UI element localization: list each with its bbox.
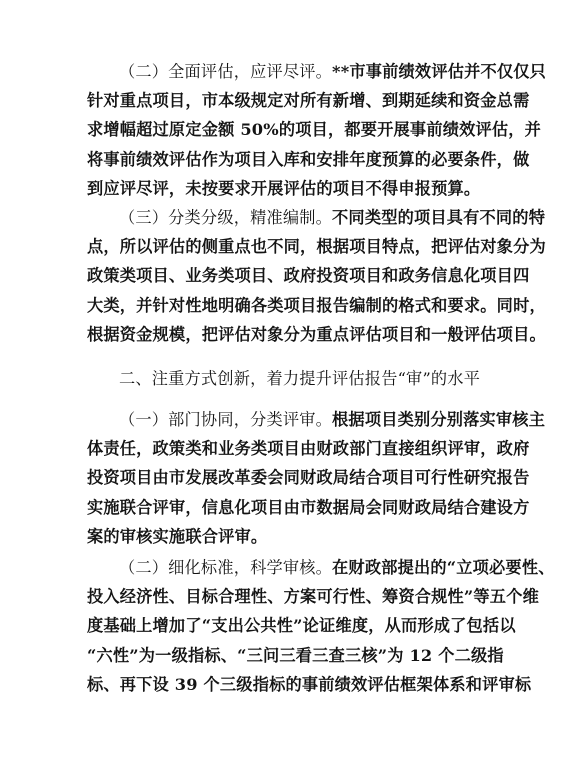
text-run: （一）部门协同，分类评审。: [119, 410, 333, 429]
text-line: [87, 611, 516, 640]
paragraph-comprehensive-evaluation: [87, 57, 547, 203]
bold-text-run: 案的审核实施联合评审。: [87, 526, 268, 546]
bold-text-run: 根据项目类别分别落实审核主: [332, 410, 546, 429]
bold-text-run: 体责任，政策类和业务类项目由财政部门直接组织评审，政府: [87, 439, 530, 459]
bold-text-run: 根据资金规模，把评估对象分为重点评估项目和一般评估项目。: [87, 324, 546, 344]
bold-text-run: “六性”为一级指标、“三问三看三查三核”为 12 个二级指: [87, 645, 504, 665]
bold-text-run: 点，所以评估的侧重点也不同，根据项目特点，把评估对象分为: [87, 237, 546, 257]
text-line: [87, 670, 532, 699]
section-heading-innovation: [87, 364, 507, 393]
bold-text-run: 求增幅超过原定金额 50%的项目，都要开展事前绩效评估，并: [87, 120, 542, 140]
text-line: [87, 232, 546, 261]
text-line: [87, 463, 530, 492]
paragraph-refined-standards: [87, 553, 555, 699]
bold-text-run: 政策类项目、业务类项目、政府投资项目和政务信息化项目四: [87, 266, 530, 286]
bold-text-run: 针对重点项目，市本级规定对所有新增、到期延续和资金总需: [87, 91, 530, 111]
bold-text-run: **市事前绩效评估并不仅仅只: [332, 62, 547, 81]
bold-text-run: 投入经济性、目标合理性、方案可行性、筹资合规性”等五个维: [87, 587, 539, 607]
text-line: [87, 203, 546, 232]
text-run: 二、注重方式创新，着力提升评估报告“审”的水平: [119, 369, 481, 388]
text-line: [87, 434, 530, 463]
text-run: （二）细化标准，科学审核。: [119, 558, 333, 577]
text-line: [87, 364, 507, 393]
bold-text-run: 度基础上增加了“支出公共性”论证维度，从而形成了包括以: [87, 616, 516, 636]
text-line: [87, 522, 507, 551]
paragraph-department-coordination: [87, 405, 546, 551]
text-line: [87, 86, 530, 115]
text-line: [87, 405, 546, 434]
bold-text-run: 投资项目由市发展改革委会同财政局结合项目可行性研究报告: [87, 468, 530, 488]
text-line: [87, 291, 546, 320]
bold-text-run: 大类，并针对性地明确各类项目报告编制的格式和要求。同时，: [87, 295, 546, 315]
text-line: [87, 145, 530, 174]
text-line: [87, 582, 539, 611]
text-line: [87, 261, 530, 290]
text-line: [87, 115, 542, 144]
text-line: [87, 553, 555, 582]
text-line: [87, 320, 546, 349]
bold-text-run: 将事前绩效评估作为项目入库和安排年度预算的必要条件，做: [87, 149, 530, 169]
bold-text-run: 标、再下设 39 个三级指标的事前绩效评估框架体系和评审标: [87, 674, 532, 694]
bold-text-run: 在财政部提出的“立项必要性、: [332, 558, 555, 577]
bold-text-run: 实施联合评审，信息化项目由市数据局会同财政局结合建设方: [87, 497, 530, 517]
bold-text-run: 不同类型的项目具有不同的特: [332, 208, 546, 227]
text-run: （二）全面评估，应评尽评。: [119, 62, 333, 81]
text-line: [87, 493, 530, 522]
text-line: [87, 57, 547, 86]
bold-text-run: 到应评尽评，未按要求开展评估的项目不得申报预算。: [87, 178, 481, 198]
text-run: （三）分类分级，精准编制。: [119, 208, 333, 227]
paragraph-classified-compilation: [87, 203, 546, 349]
text-line: [87, 174, 507, 203]
text-line: [87, 641, 507, 670]
